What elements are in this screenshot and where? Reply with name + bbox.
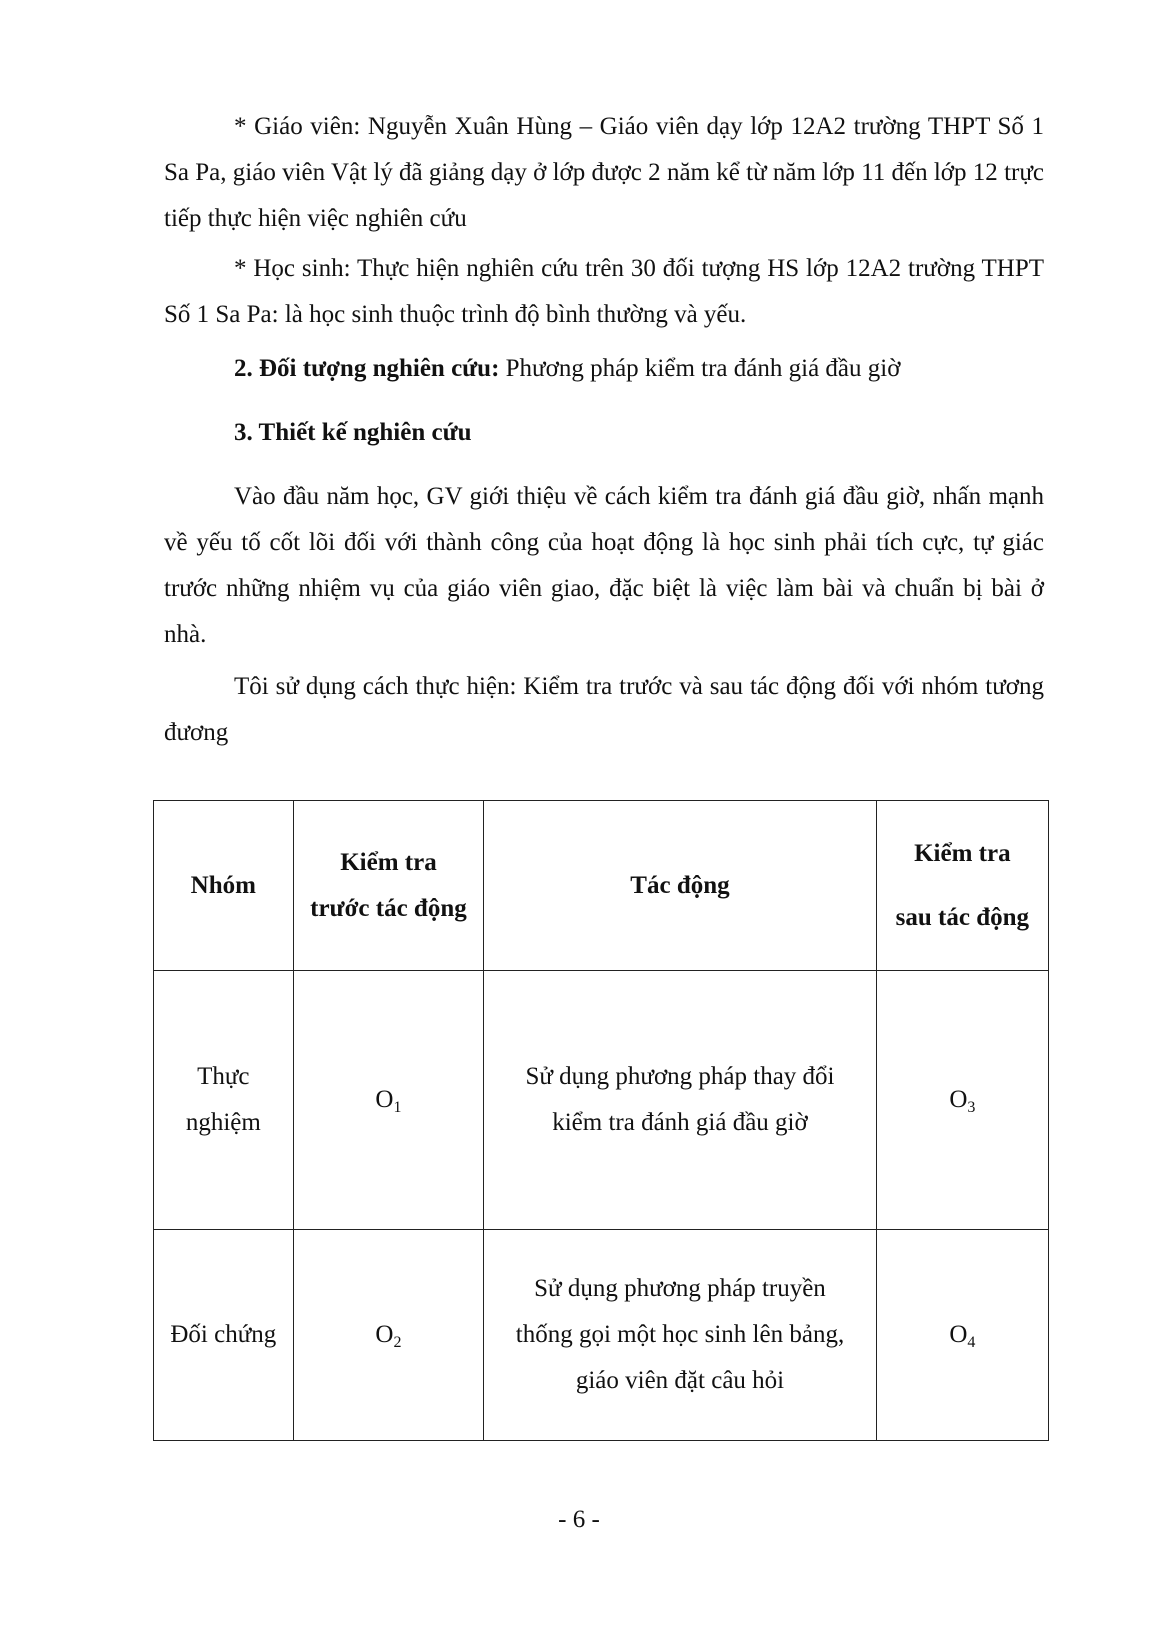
cell-pre-test-control: $O_2$ bbox=[293, 1230, 484, 1441]
section-2-text: Phương pháp kiểm tra đánh giá đầu giờ bbox=[499, 355, 901, 382]
cell-group-control: Đối chứng bbox=[154, 1230, 294, 1441]
cell-group-experimental: Thực nghiệm bbox=[154, 971, 294, 1230]
header-pre-test: Kiểm tra trước tác động bbox=[293, 801, 484, 971]
section-3-title: 3. Thiết kế nghiên cứu bbox=[234, 419, 472, 446]
paragraph-students: * Học sinh: Thực hiện nghiên cứu trên 30 đối tượng HS lớp 12A2 trường THPT Số 1 Sa Pa: là học sinh thuộc trình độ bình thường và yếu. bbox=[164, 255, 1044, 328]
cell-pre-test-experimental: $O_1$ bbox=[293, 971, 484, 1230]
section-2-heading bbox=[164, 346, 1044, 392]
header-impact: Tác động bbox=[484, 801, 876, 971]
section-3-heading bbox=[164, 410, 1044, 456]
research-design-table bbox=[153, 800, 1049, 1441]
header-group: Nhóm bbox=[154, 801, 294, 971]
page-number: - 6 - bbox=[558, 1506, 600, 1533]
section-2-title: 2. Đối tượng nghiên cứu: bbox=[234, 355, 500, 382]
cell-impact-control: Sử dụng phương pháp truyền thống gọi một học sinh lên bảng, giáo viên đặt câu hỏi bbox=[484, 1230, 876, 1441]
cell-post-test-control: $O_4$ bbox=[876, 1230, 1048, 1441]
table-header-row bbox=[154, 801, 1049, 971]
paragraph-method: Tôi sử dụng cách thực hiện: Kiểm tra trước và sau tác động đối với nhóm tương đương bbox=[164, 673, 1044, 746]
paragraph-teacher: * Giáo viên: Nguyễn Xuân Hùng – Giáo viên dạy lớp 12A2 trường THPT Số 1 Sa Pa, giáo viên Vật lý đã giảng dạy ở lớp được 2 năm kể từ năm lớp 11 đến lớp 12 trực tiếp thực hiện việc nghiên cứu bbox=[164, 113, 1044, 232]
table-row-experimental bbox=[154, 971, 1049, 1230]
header-post-test: Kiểm tra sau tác động bbox=[876, 801, 1048, 971]
paragraph-intro: Vào đầu năm học, GV giới thiệu về cách kiểm tra đánh giá đầu giờ, nhấn mạnh về yếu tố cốt lõi đối với thành công của hoạt động là học sinh phải tích cực, tự giác trước những nhiệm vụ của giáo viên giao, đặc biệt là việc làm bài và chuẩn bị bài ở nhà. bbox=[164, 483, 1044, 648]
cell-impact-experimental: Sử dụng phương pháp thay đổi kiểm tra đánh giá đầu giờ bbox=[484, 971, 876, 1230]
table-row-control bbox=[154, 1230, 1049, 1441]
cell-post-test-experimental: $O_3$ bbox=[876, 971, 1048, 1230]
